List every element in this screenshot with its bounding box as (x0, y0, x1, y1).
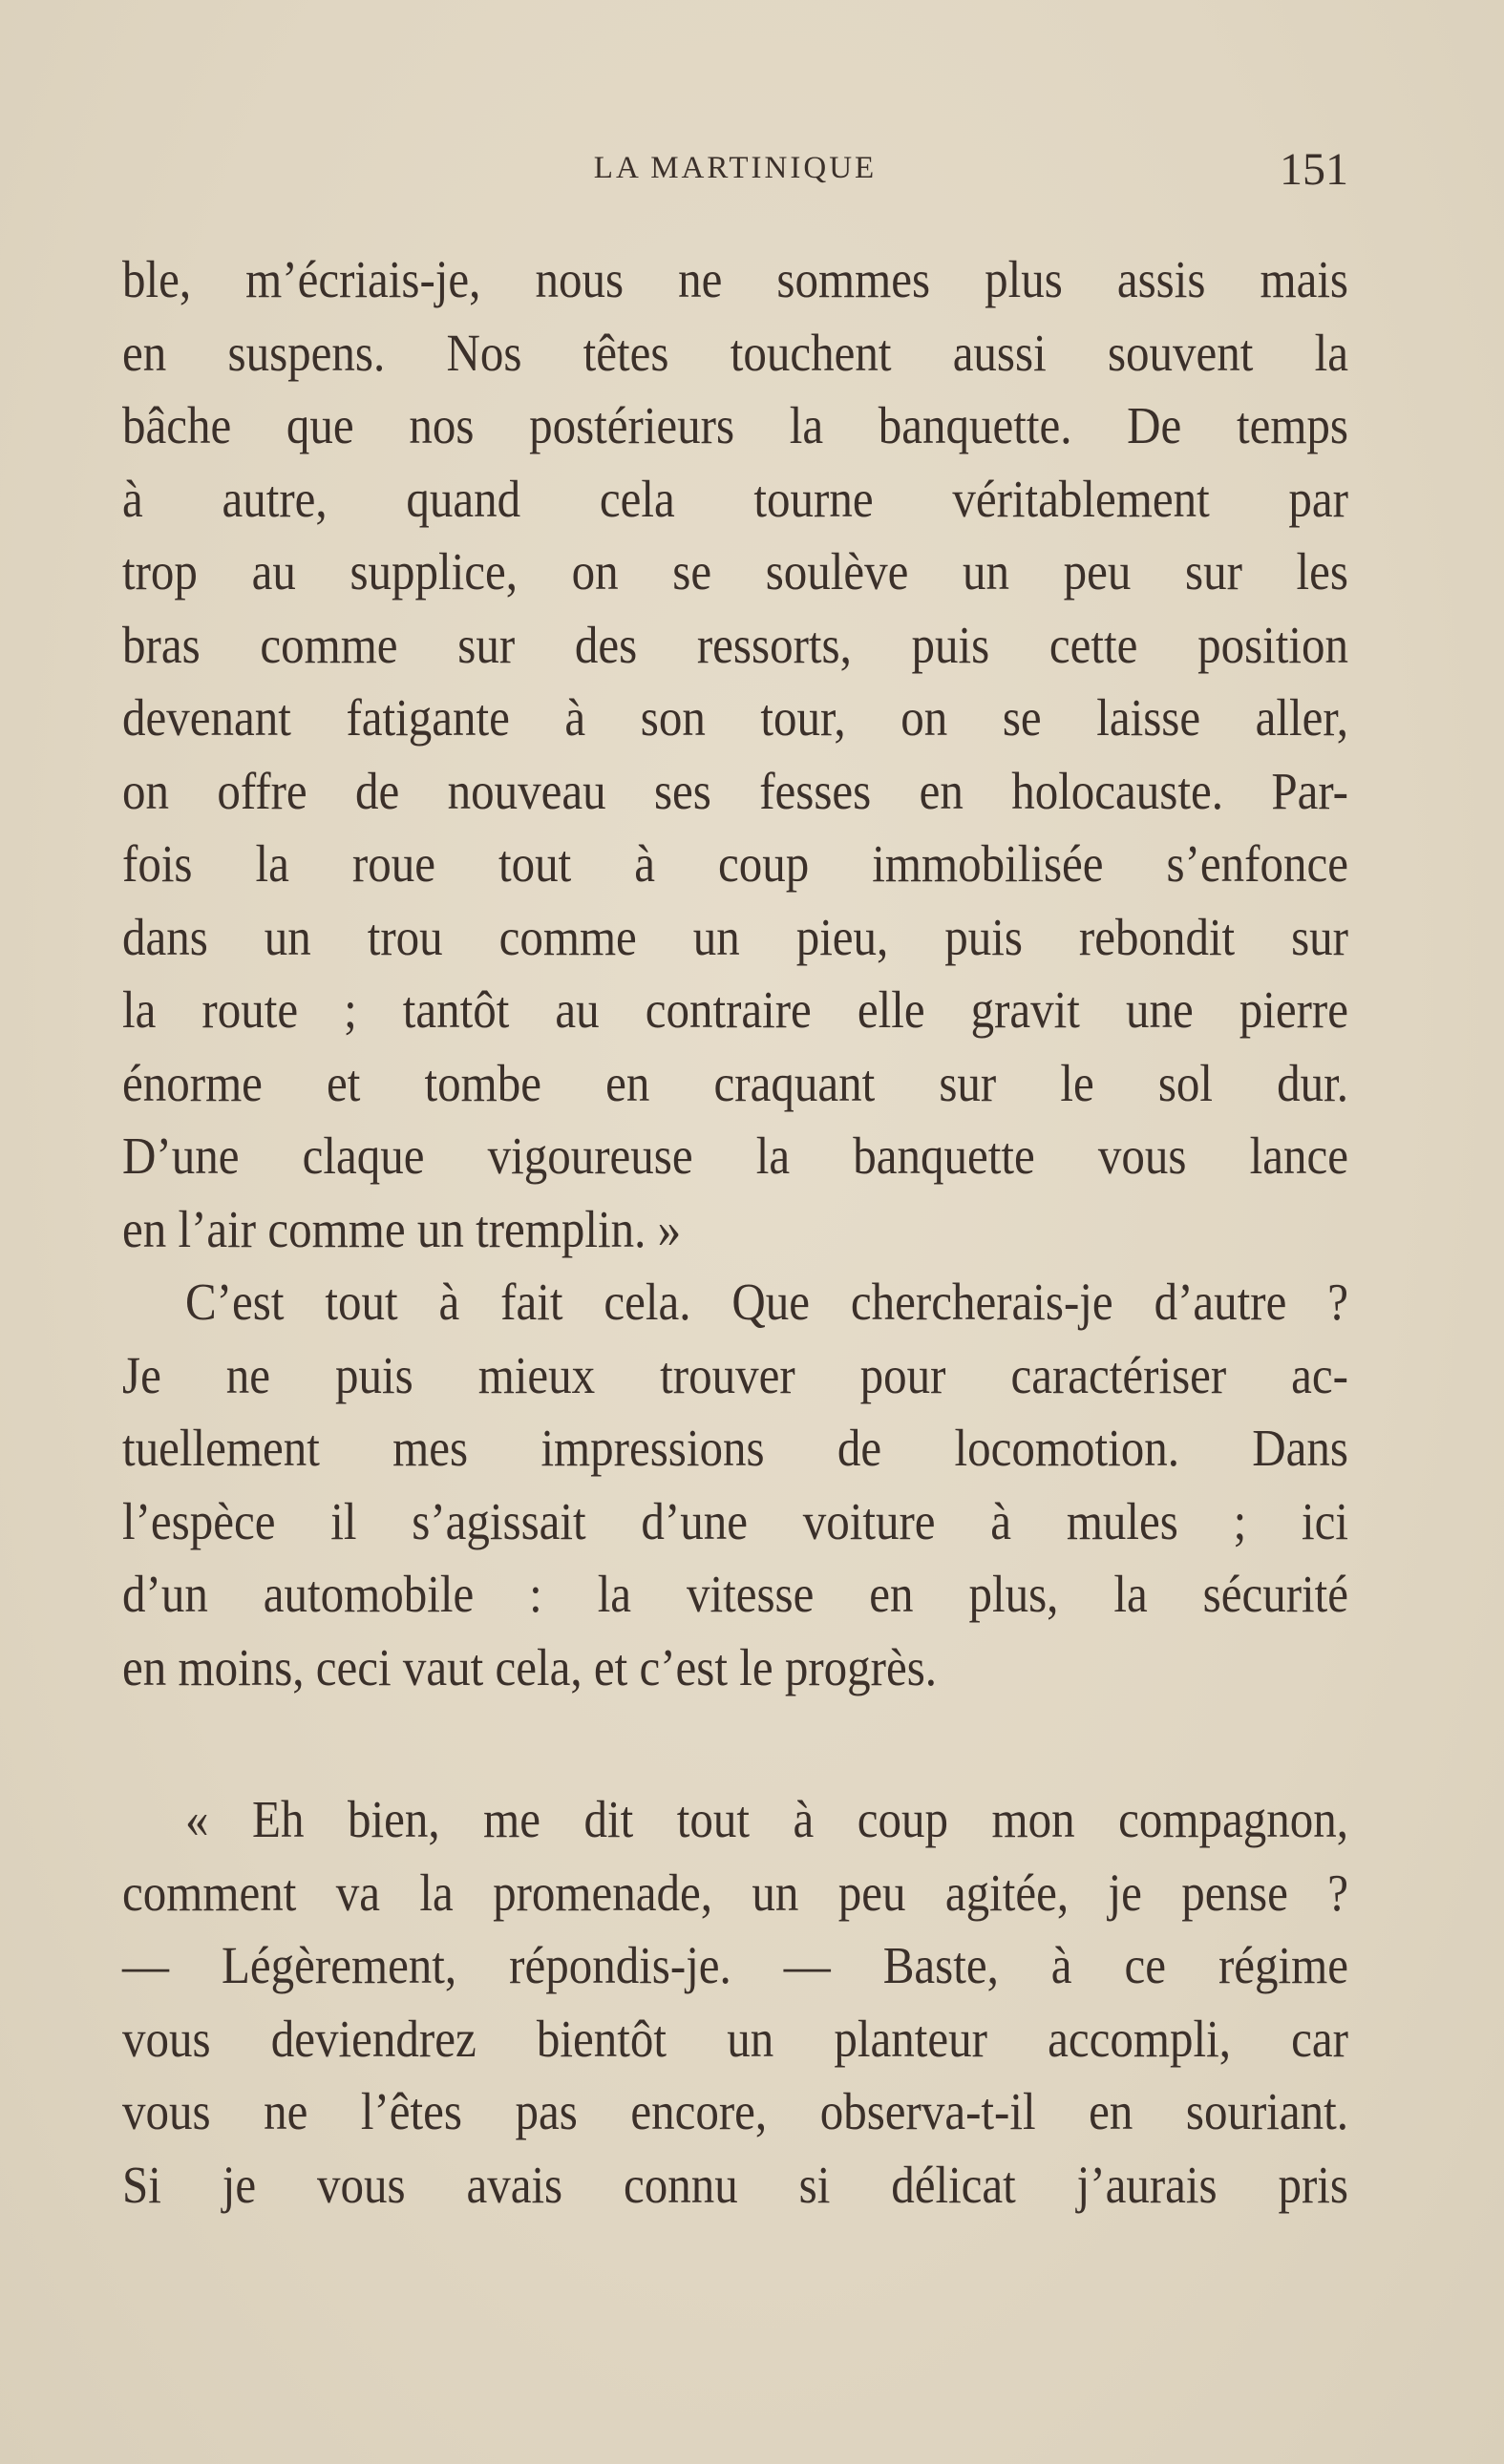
text-line: fois la roue tout à coup immobilisée s’enfonce (122, 833, 1348, 894)
text-line: ble, m’écriais-je, nous ne sommes plus assis mais (122, 249, 1348, 309)
text-line: D’une claque vigoureuse la banquette vous lance (122, 1126, 1348, 1186)
text-line: bâche que nos postérieurs la banquette. De temps (122, 395, 1348, 455)
paragraph (122, 243, 1348, 1266)
text-line: vous deviendrez bientôt un planteur accompli, car (122, 2009, 1348, 2068)
text-line: la route ; tantôt au contraire elle gravit une pierre (122, 979, 1348, 1040)
text-line: trop au supplice, on se soulève un peu sur les (122, 541, 1348, 601)
text-line: énorme et tombe en craquant sur le sol dur. (122, 1053, 1348, 1112)
text-line: en suspens. Nos têtes touchent aussi souvent la (122, 323, 1348, 382)
text-line: tuellement mes impressions de locomotion. Dans (122, 1418, 1348, 1478)
text-line: en moins, ceci vaut cela, et c’est le progrès. (122, 1637, 938, 1696)
text-line: Je ne puis mieux trouver pour caractériser ac- (122, 1345, 1348, 1404)
text-line: bras comme sur des ressorts, puis cette position (122, 615, 1348, 674)
paragraph (122, 1266, 1348, 1704)
running-title: LA MARTINIQUE (593, 151, 878, 185)
text-line: « Eh bien, me dit tout à coup mon compagnon, (185, 1789, 1348, 1849)
text-line: dans un trou comme un pieu, puis rebondit sur (122, 907, 1348, 966)
running-head (122, 143, 1348, 200)
text-line: l’espèce il s’agissait d’une voiture à mules ; ici (122, 1491, 1348, 1550)
paragraph (122, 1783, 1348, 2222)
text-line: vous ne l’êtes pas encore, observa-t-il en souriant. (122, 2081, 1348, 2141)
text-line: — Légèrement, répondis-je. — Baste, à ce régime (122, 1935, 1348, 1995)
text-line: on offre de nouveau ses fesses en holocauste. Par- (122, 761, 1348, 820)
text-line: à autre, quand cela tourne véritablement par (122, 469, 1348, 528)
text-line: d’un automobile : la vitesse en plus, la sécurité (122, 1564, 1348, 1624)
text-line: Si je vous avais connu si délicat j’aurais pris (122, 2155, 1348, 2214)
body-text (122, 243, 1348, 2222)
text-line: devenant fatigante à son tour, on se laisse aller, (122, 687, 1348, 748)
text-line: en l’air comme un tremplin. » (122, 1199, 682, 1258)
text-line: comment va la promenade, un peu agitée, je pense ? (122, 1863, 1348, 1922)
text-line: C’est tout à fait cela. Que chercherais-je d’autre ? (185, 1272, 1348, 1332)
paragraph-gap (122, 1704, 1348, 1783)
page-number: 151 (1280, 144, 1348, 195)
